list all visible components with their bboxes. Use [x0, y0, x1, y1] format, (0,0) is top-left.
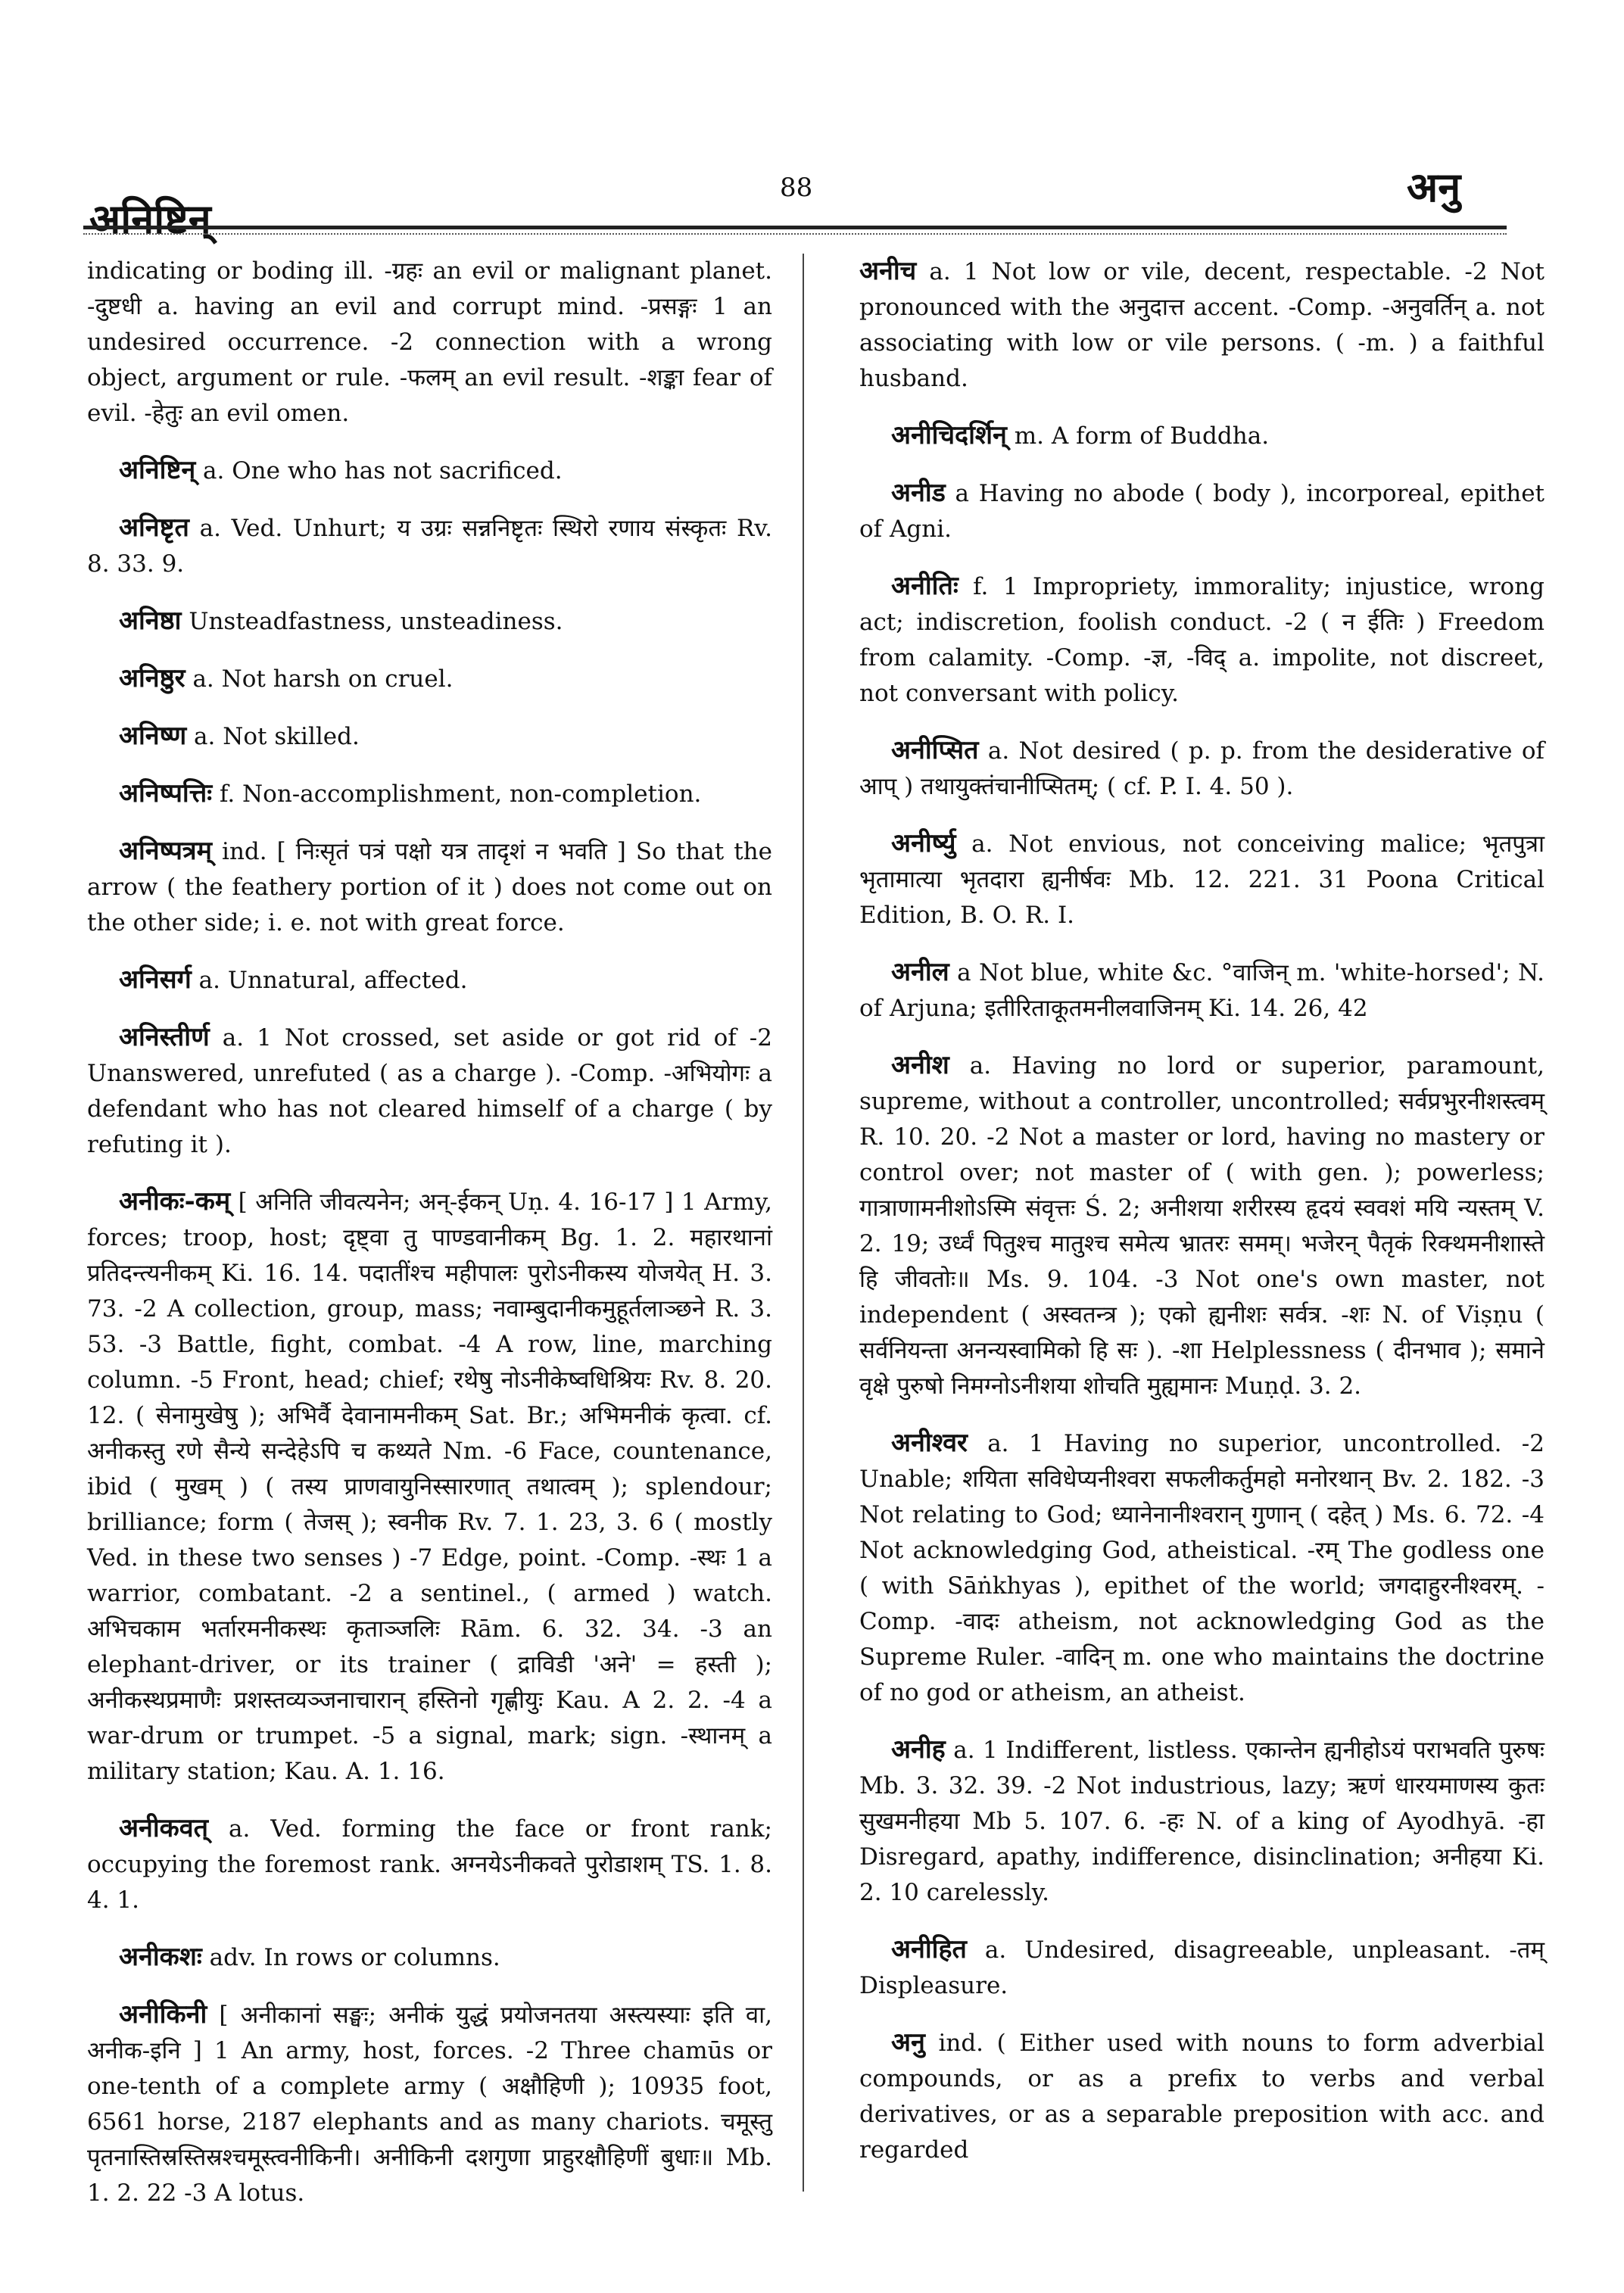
entry-definition: f. Non-accomplishment, non-completion. — [219, 780, 702, 808]
entry-definition: a. 1 Not low or vile, decent, respectable. -2 Not pronounced with the अनुदात्त accent. -Comp. -अनुवर्तिन् a. not associating with low or vile persons. ( -m. ) a faithful husband. — [859, 258, 1545, 392]
entry-headword: अनु — [891, 2027, 925, 2058]
entry-headword: अनीश — [891, 1050, 949, 1080]
entry-definition: a. 1 Having no superior, uncontrolled. -2 Unable; शयिता सविधेप्यनीश्वरा सफलीकर्तुमहो मनोरथान् Bv. 2. 182. -3 Not relating to God; ध्यानेनानीश्वरान् गुणान् ( दहेत् ) Ms. 6. 72. -4 Not acknowledging God, atheistical. -रम् The godless one ( with Sāṅkhyas ), epithet of the world; जगदाहुरनीश्वरम्. -Comp. -वादः atheism, not acknowledging God as the Supreme Ruler. -वादिन् m. one who maintains the doctrine of no god or atheism, an atheist. — [859, 1430, 1545, 1706]
entry-headword: अनिष्ठा — [119, 606, 182, 636]
entry-definition: a. Having no lord or superior, paramount, supreme, without a controller, uncontrolled; सर्वप्रभुरनीशस्त्वम् R. 10. 20. -2 Not a master or lord, having no mastery or control over; not master of ( with gen. ); powerless; गात्राणामनीशोऽस्मि संवृत्तः Ś. 2; अनीशया शरीरस्य हृदयं स्ववशं मयि न्यस्तम् V. 2. 19; उर्ध्वं पितुश्च मातुश्च समेत्य भ्रातरः समम्। भजेरन् पैतृकं रिक्थमनीशास्ते हि जीवतोः॥ Ms. 9. 104. -3 Not one's own master, not independent ( अस्वतन्त्र ); एको ह्यनीशः सर्वत्र. -शः N. of Viṣṇu ( सर्वनियन्ता अनन्यस्वामिको हि सः ). -शा Helplessness ( दीनभाव ); समाने वृक्षे पुरुषो निमग्नोऽनीशया शोचति मुह्यमानः Muṇḍ. 3. 2. — [859, 1052, 1545, 1400]
entry-definition: indicating or boding ill. -ग्रहः an evil or malignant planet. -दुष्टधी a. having an evil and corrupt mind. -प्रसङ्गः 1 an undesired occurrence. -2 connection with a wrong object, argument or rule. -फलम् an evil result. -शङ्का fear of evil. -हेतुः an evil omen. — [87, 257, 772, 427]
entry-headword: अनीर्ष्यु — [891, 828, 956, 858]
entry-headword: अनिस्तीर्ण — [119, 1022, 210, 1052]
entry-definition: a. Not skilled. — [194, 723, 360, 750]
entry-headword: अनिष्ठुर — [119, 663, 185, 693]
entry-definition: ind. [ निःसृतं पत्रं पक्षो यत्र तादृशं न भवति ] So that the arrow ( the feathery portion of it ) does not come out on the other side; i. e. not with great force. — [87, 838, 772, 936]
entry-definition: a. Undesired, disagreeable, unpleasant. -तम् Displeasure. — [859, 1936, 1545, 1999]
entry-headword: अनिष्पत्रम् — [119, 836, 213, 866]
dictionary-entry — [87, 1811, 772, 1918]
dictionary-entry — [87, 776, 772, 812]
dictionary-entry — [859, 1732, 1545, 1911]
entry-headword: अनिष्ण — [119, 721, 187, 751]
entry-definition: a. 1 Indifferent, listless. एकान्तेन ह्यनीहोऽयं पराभवति पुरुषः Mb. 3. 32. 39. -2 Not industrious, lazy; ऋणं धारयमाणस्य कुतः सुखमनीहया Mb 5. 107. 6. -हः N. of a king of Ayodhyā. -हा Disregard, apathy, indifference, disinclination; अनीहया Ki. 2. 10 carelessly. — [859, 1737, 1545, 1906]
entry-definition: adv. In rows or columns. — [209, 1944, 500, 1971]
dictionary-entry — [859, 475, 1545, 547]
dictionary-entry — [87, 1997, 772, 2211]
header-dotted-rule — [83, 233, 1507, 235]
entry-headword: अनीकशः — [119, 1942, 202, 1972]
entry-definition: a. Not harsh on cruel. — [192, 665, 454, 693]
left-running-headword: अनिष्टिन् — [89, 195, 211, 243]
dictionary-entry — [87, 718, 772, 755]
entry-definition: a. Not envious, not conceiving malice; भृतपुत्रा भृतामात्या भृतदारा ह्यनीर्षवः Mb. 12. 221. 31 Poona Critical Edition, B. O. R. I. — [859, 830, 1545, 929]
entry-headword: अनीहित — [891, 1934, 967, 1964]
page-number: 88 — [780, 173, 813, 203]
entry-definition: [ अनिति जीवत्यनेन; अन्-ईकन् Uṇ. 4. 16-17 ] 1 Army, forces; troop, host; दृष्ट्वा तु पाण्डवानीकम् Bg. 1. 2. महारथानां प्रतिदन्त्यनीकम् Ki. 16. 14. पदातींश्च महीपालः पुरोऽनीकस्य योजयेत् H. 3. 73. -2 A collection, group, mass; नवाम्बुदानीकमुहूर्तलाञ्छने R. 3. 53. -3 Battle, fight, combat. -4 A row, line, marching column. -5 Front, head; chief; रथेषु नोऽनीकेष्वधिश्रियः Rv. 8. 20. 12. ( सेनामुखेषु ); अभिर्वै देवानामनीकम् Sat. Br.; अभिमनीकं कृत्वा. cf. अनीकस्तु रणे सैन्ये सन्देहेऽपि च कथ्यते Nm. -6 Face, countenance, ibid ( मुखम् ) ( तस्य प्राणवायुनिस्सारणात् तथात्वम् ); splendour; brilliance; form ( तेजस् ); स्वनीक Rv. 7. 1. 23, 3. 6 ( mostly Ved. in these two senses ) -7 Edge, point. -Comp. -स्थः 1 a warrior, combatant. -2 a sentinel., ( armed ) watch. अभिचकाम भर्तारमनीकस्थः कृताञ्जलिः Rām. 6. 32. 34. -3 an elephant-driver, or its trainer ( द्राविडी 'अने' = हस्ती ); अनीकस्थप्रमाणैः प्रशस्तव्यञ्जनाचारान् हस्तिनो गृह्णीयुः Kau. A 2. 2. -4 a war-drum or trumpet. -5 a signal, mark; sign. -स्थानम् a military station; Kau. A. 1. 16. — [87, 1189, 772, 1785]
entry-headword: अनीतिः — [891, 571, 959, 601]
entry-headword: अनीकवत् — [119, 1813, 209, 1843]
entry-definition: m. A form of Buddha. — [1014, 422, 1270, 450]
entry-definition: Unsteadfastness, unsteadiness. — [189, 608, 563, 635]
entry-definition: a. 1 Not crossed, set aside or got rid of -2 Unanswered, unrefuted ( as a charge ). -Comp. -अभियोगः a defendant who has not cleared himself of a charge ( by refuting it ). — [87, 1024, 772, 1158]
entry-headword: अनीप्सित — [891, 735, 979, 765]
dictionary-entry — [87, 1939, 772, 1976]
entry-definition: [ अनीकानां सङ्घः; अनीकं युद्धं प्रयोजनतया अस्त्यस्याः इति वा, अनीक-इनि ] 1 An army, host, forces. -2 Three chamūs or one-tenth of a complete army ( अक्षौहिणी ); 10935 foot, 6561 horse, 2187 elephants and as many chariots. चमूस्तु पृतनास्तिस्रस्तिस्रश्चमूस्त्वनीकिनी। अनीकिनी दशगुणा प्राहुरक्षौहिणीं बुधाः॥ Mb. 1. 2. 22 -3 A lotus. — [87, 2002, 773, 2207]
dictionary-entry — [87, 603, 772, 640]
dictionary-entry — [859, 955, 1545, 1027]
entry-definition: a. Unnatural, affected. — [198, 967, 468, 994]
entry-headword: अनीश्वर — [891, 1428, 968, 1458]
entry-definition: f. 1 Impropriety, immorality; injustice, wrong act; indiscretion, foolish conduct. -2 ( न ईतिः ) Freedom from calamity. -Comp. -ज्ञ, -विद् a. impolite, not discreet, not conversant with policy. — [859, 573, 1545, 707]
dictionary-entry — [87, 1020, 772, 1163]
dictionary-entry — [87, 962, 772, 999]
dictionary-entry — [87, 254, 772, 431]
right-running-headword: अनु — [1407, 163, 1461, 211]
column-divider — [803, 254, 804, 2192]
entry-headword: अनीचिदर्शिन् — [891, 420, 1007, 450]
dictionary-entry — [859, 2025, 1545, 2168]
entry-headword: अनिष्पत्तिः — [119, 778, 213, 808]
entry-definition: a. Ved. Unhurt; य उग्रः सन्ननिष्टृतः स्थिरो रणाय संस्कृतः Rv. 8. 33. 9. — [87, 515, 772, 578]
entry-definition: ind. ( Either used with nouns to form adverbial compounds, or as a prefix to verbs and verbal derivatives, or as a separable preposition with acc. and regarded — [859, 2030, 1545, 2164]
entry-definition: a Not blue, white &c. °वाजिन् m. 'white-horsed'; N. of Arjuna; इतीरिताकूतमनीलवाजिनम् Ki. 14. 26, 42 — [859, 959, 1545, 1022]
dictionary-entry — [87, 833, 772, 941]
dictionary-entry — [87, 510, 772, 582]
header-rule — [83, 226, 1507, 229]
entry-headword: अनीकः-कम् — [119, 1186, 231, 1217]
entry-definition: a Having no abode ( body ), incorporeal, epithet of Agni. — [859, 480, 1545, 543]
entry-headword: अनीच — [859, 256, 917, 286]
dictionary-entry — [859, 418, 1545, 454]
entry-headword: अनिष्टिन् — [119, 455, 196, 485]
entry-headword: अनीड — [891, 478, 946, 508]
left-column — [87, 254, 772, 2232]
entry-definition: a. Not desired ( p. p. from the desiderative of आप् ) तथायुक्तंचानीप्सितम्; ( cf. P. I. 4. 50 ). — [859, 737, 1545, 800]
dictionary-entry — [859, 1932, 1545, 2004]
right-column — [859, 254, 1545, 2189]
dictionary-entry — [87, 453, 772, 489]
entry-headword: अनीह — [891, 1734, 946, 1765]
entry-headword: अनिसर्ग — [119, 964, 192, 995]
dictionary-entry — [859, 826, 1545, 933]
entry-definition: a. Ved. forming the face or front rank; occupying the foremost rank. अग्नयेऽनीकवते पुरोडाशम् TS. 1. 8. 4. 1. — [87, 1815, 773, 1914]
dictionary-entry — [859, 733, 1545, 805]
entry-definition: a. One who has not sacrificed. — [203, 457, 563, 484]
dictionary-entry — [87, 1184, 772, 1790]
entry-headword: अनिष्टृत — [119, 512, 189, 543]
dictionary-entry — [859, 569, 1545, 712]
dictionary-entry — [87, 661, 772, 697]
entry-headword: अनीकिनी — [119, 1999, 207, 2030]
dictionary-entry — [859, 1425, 1545, 1711]
dictionary-entry — [859, 1048, 1545, 1404]
entry-headword: अनील — [891, 957, 949, 987]
dictionary-entry — [859, 254, 1545, 397]
